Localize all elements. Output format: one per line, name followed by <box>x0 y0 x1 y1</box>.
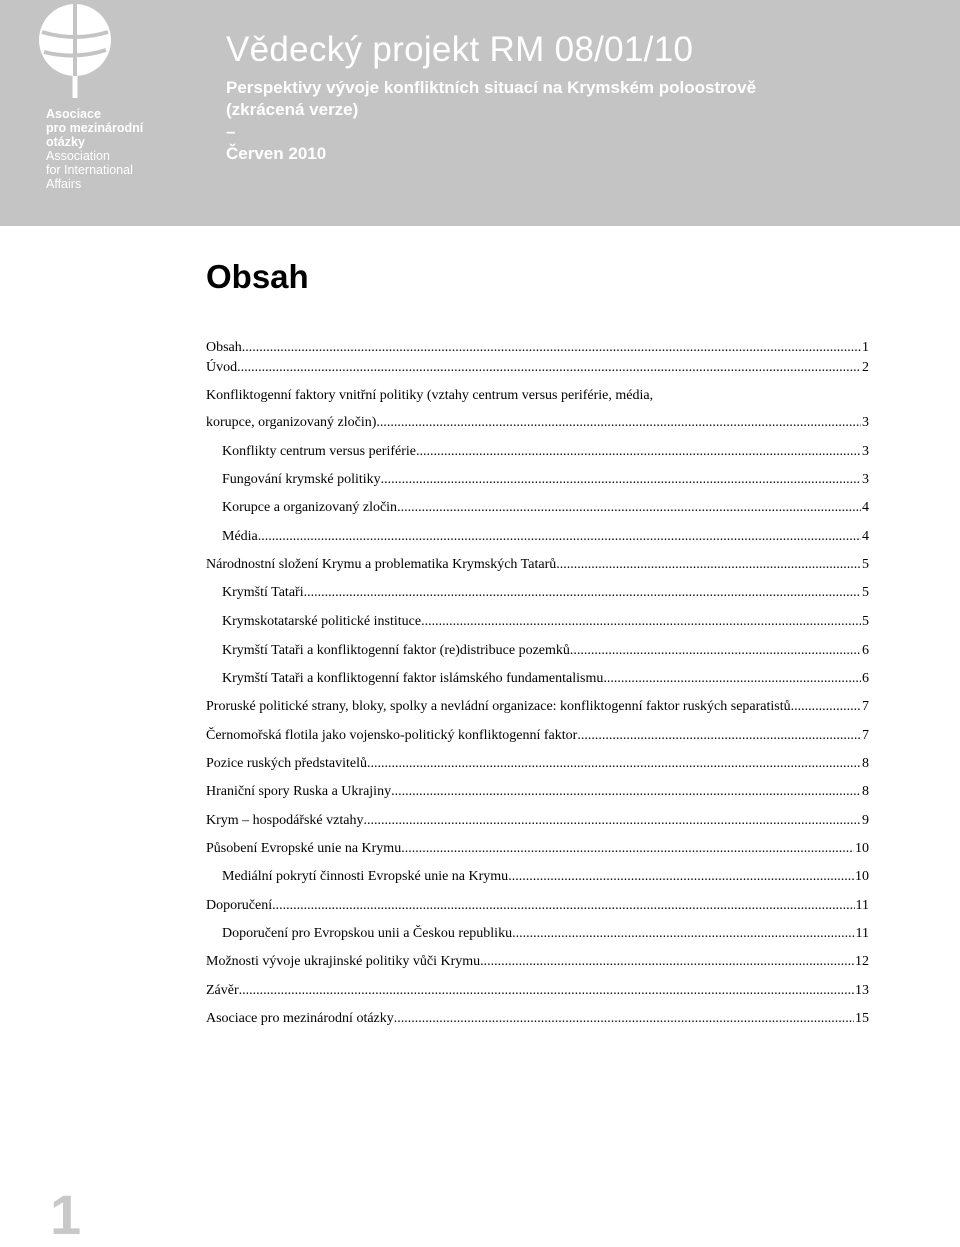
toc-entry-text: Proruské politické strany, bloky, spolky a nevládní organizace: konfliktogenní faktor ruských separatistů <box>206 699 791 714</box>
page-number: 1 <box>50 1183 82 1246</box>
toc-entry[interactable] <box>206 359 869 377</box>
amo-globe-logo-icon <box>32 2 118 100</box>
toc-entry-text: korupce, organizovaný zločin) <box>206 415 377 430</box>
toc-leader <box>791 698 861 716</box>
toc-entry[interactable] <box>222 868 869 886</box>
toc-entry-text: Asociace pro mezinárodní otázky <box>206 1011 394 1026</box>
toc-entry-text: Národnostní složení Krymu a problematika Krymských Tatarů <box>206 557 557 572</box>
toc-entry[interactable] <box>206 755 869 773</box>
toc-entry[interactable] <box>222 584 869 602</box>
toc-entry[interactable] <box>206 953 869 971</box>
document-date: Červen 2010 <box>226 144 327 163</box>
toc-heading: Obsah <box>206 258 309 295</box>
toc-leader <box>603 670 861 688</box>
toc-entry[interactable] <box>206 414 869 432</box>
toc-entry-page: 9 <box>862 813 869 828</box>
toc-entry[interactable] <box>206 840 869 858</box>
toc-leader <box>397 499 861 517</box>
toc-entry[interactable] <box>206 727 869 745</box>
toc-leader <box>272 897 854 915</box>
toc-entry-page: 8 <box>862 784 869 799</box>
toc-entry[interactable] <box>206 556 869 574</box>
toc-entry-text: Černomořská flotila jako vojensko-politický konfliktogenní faktor <box>206 728 578 743</box>
toc-leader <box>376 414 861 432</box>
subtitle-line: Perspektivy vývoje konfliktních situací na Krymském poloostrově <box>226 78 757 97</box>
toc-leader <box>242 339 861 357</box>
toc-leader <box>512 925 854 943</box>
toc-entry-page: 3 <box>862 415 869 430</box>
toc-entry[interactable] <box>222 925 869 943</box>
toc-leader <box>508 868 854 886</box>
toc-entry-text: Fungování krymské politiky <box>222 472 381 487</box>
toc-entry[interactable] <box>206 783 869 801</box>
toc-entry-page: 3 <box>862 444 869 459</box>
toc-entry[interactable] <box>222 443 869 461</box>
toc-entry[interactable] <box>222 613 869 631</box>
toc-entry-text: Média <box>222 529 258 544</box>
toc-entry[interactable] <box>206 1010 869 1028</box>
toc-entry[interactable] <box>206 812 869 830</box>
toc-entry-page: 11 <box>855 926 869 941</box>
toc-entry[interactable] <box>222 642 869 660</box>
toc-entry-text: Působení Evropské unie na Krymu <box>206 841 402 856</box>
toc-entry-text: Krymskotatarské politické instituce <box>222 614 422 629</box>
logo-line: pro mezinárodní <box>46 121 144 135</box>
toc-entry-page: 7 <box>862 728 869 743</box>
toc-leader <box>239 982 854 1000</box>
subtitle-line: (zkrácená verze) <box>226 100 359 119</box>
toc-entry-text: Úvod <box>206 360 238 375</box>
toc-entry-page: 4 <box>862 529 869 544</box>
toc-leader <box>258 528 861 546</box>
toc-leader <box>304 584 861 602</box>
toc-leader <box>556 556 861 574</box>
toc-entry-text: Pozice ruských představitelů <box>206 756 367 771</box>
toc-entry-page: 5 <box>862 614 869 629</box>
toc-entry-page: 3 <box>862 472 869 487</box>
logo-wordmark <box>46 107 196 191</box>
document-subtitle <box>226 77 926 143</box>
logo-line: otázky <box>46 135 85 149</box>
toc-entry[interactable] <box>222 471 869 489</box>
logo-line: Association <box>46 149 110 163</box>
toc-entry-page: 1 <box>862 340 869 355</box>
toc-entry-page: 10 <box>855 841 869 856</box>
toc-leader <box>570 642 861 660</box>
toc-leader <box>363 812 861 830</box>
toc-entry-text[interactable]: Konfliktogenní faktory vnitřní politiky (vztahy centrum versus periférie, média, <box>206 388 654 403</box>
toc-entry[interactable] <box>206 339 869 357</box>
toc-entry-text: Krymští Tataři <box>222 585 304 600</box>
toc-entry[interactable] <box>206 982 869 1000</box>
toc-leader <box>367 755 861 773</box>
toc-entry-text: Krymští Tataři a konfliktogenní faktor (re)distribuce pozemků <box>222 643 570 658</box>
toc-entry-page: 4 <box>862 500 869 515</box>
toc-entry[interactable] <box>206 698 869 716</box>
subtitle-line: – <box>226 122 236 141</box>
toc-entry-text: Doporučení <box>206 898 273 913</box>
toc-leader <box>421 613 861 631</box>
toc-entry-page: 2 <box>862 360 869 375</box>
toc-entry-page: 6 <box>862 671 869 686</box>
logo-line: Asociace <box>46 107 101 121</box>
toc-leader <box>237 359 861 377</box>
toc-entry[interactable] <box>222 528 869 546</box>
toc-entry-text: Hraniční spory Ruska a Ukrajiny <box>206 784 392 799</box>
toc-entry-text: Doporučení pro Evropskou unii a Českou republiku <box>222 926 513 941</box>
logo-line: for International <box>46 163 133 177</box>
toc-entry-page: 6 <box>862 643 869 658</box>
toc-entry-text: Možnosti vývoje ukrajinské politiky vůči Krymu <box>206 954 481 969</box>
toc-leader <box>391 783 861 801</box>
toc-entry-text: Krym – hospodářské vztahy <box>206 813 364 828</box>
logo-line: Affairs <box>46 177 82 191</box>
toc-entry-page: 8 <box>862 756 869 771</box>
toc-entry-text: Mediální pokrytí činnosti Evropské unie na Krymu <box>222 869 509 884</box>
toc-entry-text: Korupce a organizovaný zločin <box>222 500 398 515</box>
toc-entry-page: 15 <box>855 1011 869 1026</box>
toc-entry[interactable] <box>222 499 869 517</box>
toc-leader <box>394 1010 854 1028</box>
document-header <box>0 0 960 226</box>
toc-entry[interactable] <box>222 670 869 688</box>
toc-leader <box>577 727 861 745</box>
toc-entry[interactable] <box>206 897 869 915</box>
toc-entry-page: 5 <box>862 557 869 572</box>
toc-leader <box>381 471 861 489</box>
toc-entry-page: 13 <box>855 983 869 998</box>
toc-entry-page: 11 <box>855 898 869 913</box>
toc-leader <box>480 953 854 971</box>
toc-entry-page: 10 <box>855 869 869 884</box>
toc-entry-page: 5 <box>862 585 869 600</box>
toc-entry-page: 7 <box>862 699 869 714</box>
toc-leader <box>416 443 861 461</box>
toc-leader <box>401 840 854 858</box>
document-title: Vědecký projekt RM 08/01/10 <box>226 30 694 69</box>
toc-entry-text: Konflikty centrum versus periférie <box>222 444 416 459</box>
toc-entry-page: 12 <box>855 954 869 969</box>
toc-entry-text: Obsah <box>206 340 242 355</box>
toc-entry-text: Krymští Tataři a konfliktogenní faktor islámského fundamentalismu <box>222 671 604 686</box>
toc-entry-text: Závěr <box>206 983 239 998</box>
